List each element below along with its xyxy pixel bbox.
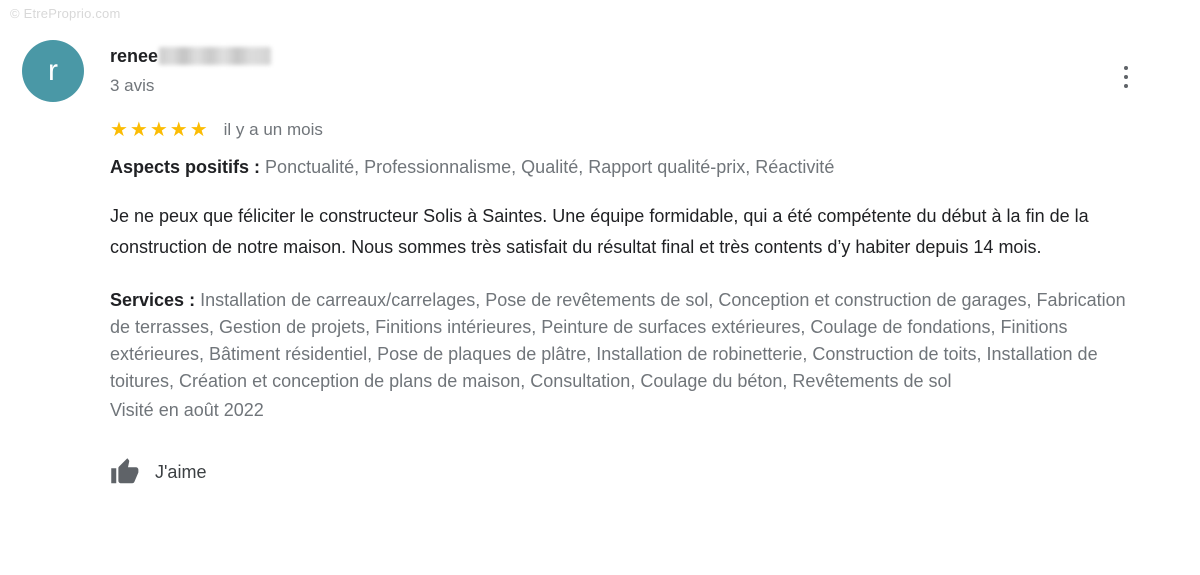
dot <box>1124 75 1128 79</box>
services-list <box>110 287 1140 395</box>
dot <box>1124 84 1128 88</box>
review-header <box>22 40 1140 102</box>
name-row <box>110 45 271 67</box>
reviewer-name: renee <box>110 46 159 66</box>
like-label: J'aime <box>155 461 207 482</box>
more-options-icon[interactable] <box>1112 60 1140 94</box>
services-values: Installation de carreaux/carrelages, Pose de revêtements de sol, Conception et construction de garages, Fabrication de terrasses, Gestion de projets, Finitions intérieures, Peinture de surfaces extérieures, Coulage de fondations, Finitions extérieures, Bâtiment résidentiel, Pose de plaques de plâtre, Installation de robinetterie, Construction de toits, Installation de toitures, Création et conception de plans de maison, Consultation, Coulage du béton, Revêtements de sol <box>110 290 1126 391</box>
rating-row <box>110 120 1140 140</box>
reviewer-info <box>110 40 271 96</box>
review-card <box>22 40 1140 487</box>
positive-aspects <box>110 154 1140 180</box>
like-button[interactable] <box>110 457 206 487</box>
thumbs-up-icon <box>110 457 140 487</box>
watermark: © EtreProprio.com <box>10 6 121 21</box>
positive-aspects-values: Ponctualité, Professionnalisme, Qualité, Rapport qualité-prix, Réactivité <box>265 157 835 177</box>
positive-aspects-label: Aspects positifs : <box>110 157 261 177</box>
blurred-name-redaction <box>159 47 271 65</box>
services-label: Services : <box>110 290 196 310</box>
review-text: Je ne peux que féliciter le constructeur Solis à Saintes. Une équipe formidable, qui a été compétente du début à la fin de la construction de notre maison. Nous sommes très satisfait du résultat final et très contents d’y habiter depuis 14 mois. <box>110 206 1089 257</box>
review-body <box>110 154 1140 487</box>
star-rating-icon: ★★★★★ <box>110 119 210 141</box>
review-timestamp: il y a un mois <box>223 120 323 139</box>
reviewer-review-count: 3 avis <box>110 76 155 95</box>
visit-date: Visité en août 2022 <box>110 400 264 420</box>
avatar: r <box>22 40 84 102</box>
dot <box>1124 66 1128 70</box>
